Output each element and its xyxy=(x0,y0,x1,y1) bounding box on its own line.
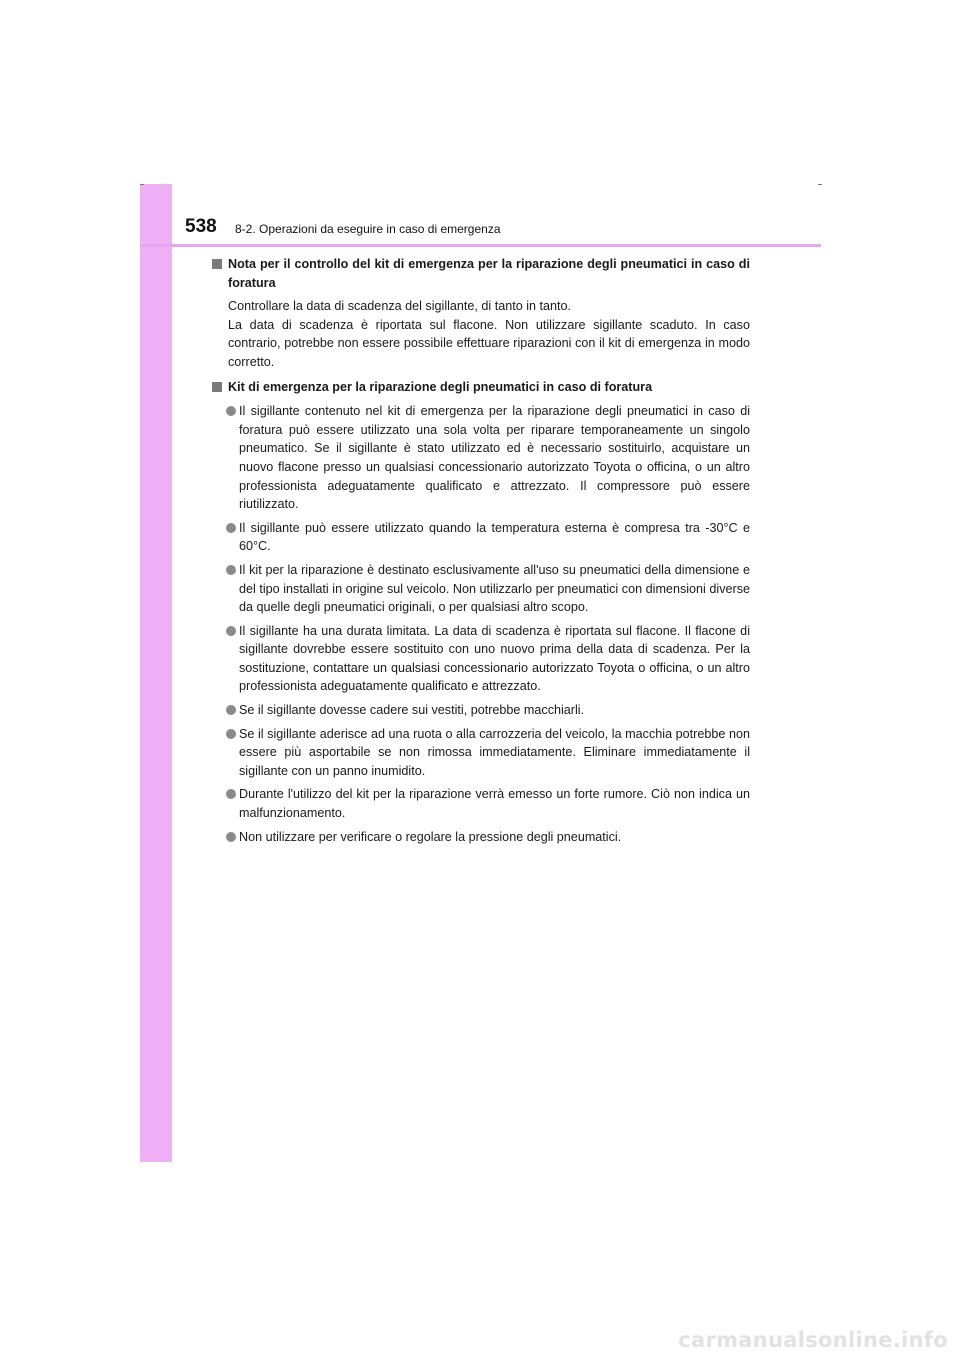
paragraph xyxy=(228,297,750,371)
crop-mark-right xyxy=(818,184,822,185)
circle-bullet-icon xyxy=(226,789,236,799)
list-item xyxy=(228,622,750,696)
list-item-text: Se il sigillante aderisce ad una ruota o alla carrozzeria del veicolo, la macchia potrebbe non essere più asportabile se non rimossa immediatamente. Eliminare immediatamente il sigillante con un panno inumidito. xyxy=(239,726,750,778)
header-rule xyxy=(140,244,821,247)
circle-bullet-icon xyxy=(226,565,236,575)
running-head: 8-2. Operazioni da eseguire in caso di emergenza xyxy=(235,222,501,236)
list-item xyxy=(228,402,750,514)
section-kit-check-note xyxy=(212,255,750,372)
paragraph-line: La data di scadenza è riportata sul flacone. Non utilizzare sigillante scaduto. In caso contrario, potrebbe non essere possibile effettuare riparazioni con il kit di emergenza in modo corretto. xyxy=(228,317,750,369)
paragraph-line: Controllare la data di scadenza del sigillante, di tanto in tanto. xyxy=(228,299,572,314)
square-bullet-icon xyxy=(212,259,222,269)
list-item xyxy=(228,701,750,720)
circle-bullet-icon xyxy=(226,832,236,842)
page-content xyxy=(212,255,750,852)
list-item-text: Il sigillante contenuto nel kit di emergenza per la riparazione degli pneumatici in caso di foratura può essere utilizzato una sola volta per riparare temporaneamente un singolo pneumatico. Se il sigillante è stato utilizzato ed è necessario sostituirlo, acquistare un nuovo flacone presso un qualsiasi concessionario autorizzato Toyota o officina, o un altro professionista adeguatamente qualificato e attrezzato. Il compressore può essere riutilizzato. xyxy=(239,404,750,512)
section-title: Nota per il controllo del kit di emergenza per la riparazione degli pneumatici in caso di foratura xyxy=(228,257,750,290)
circle-bullet-icon xyxy=(226,626,236,636)
list-item xyxy=(228,828,750,847)
circle-bullet-icon xyxy=(226,523,236,533)
list-item xyxy=(228,561,750,617)
list-item xyxy=(228,785,750,822)
list-item-text: Il sigillante può essere utilizzato quando la temperatura esterna è compresa tra -30°C e 60°C. xyxy=(239,520,750,554)
square-bullet-icon xyxy=(212,382,222,392)
list-item-text: Il sigillante ha una durata limitata. La data di scadenza è riportata sul flacone. Il flacone di sigillante dovrebbe essere sostituito con uno nuovo prima della data di scadenza. Per la sostituzione, contattare un qualsiasi concessionario autorizzato Toyota o officina, o un altro professionista adeguatamente qualificato e attrezzato. xyxy=(239,623,750,694)
section-emergency-kit xyxy=(212,378,750,847)
section-title: Kit di emergenza per la riparazione degli pneumatici in caso di foratura xyxy=(228,379,653,394)
circle-bullet-icon xyxy=(226,705,236,715)
circle-bullet-icon xyxy=(226,406,236,416)
list-item xyxy=(228,725,750,781)
list-item-text: Se il sigillante dovesse cadere sui vestiti, potrebbe macchiarli. xyxy=(239,703,585,718)
side-color-band xyxy=(140,184,172,1162)
page-number: 538 xyxy=(185,216,217,237)
bullet-list xyxy=(228,402,750,846)
circle-bullet-icon xyxy=(226,729,236,739)
list-item xyxy=(228,519,750,556)
watermark-logo[interactable]: carmanualsonline.info xyxy=(678,1328,948,1352)
list-item-text: Durante l'utilizzo del kit per la riparazione verrà emesso un forte rumore. Ciò non indica un malfunzionamento. xyxy=(239,787,750,821)
list-item-text: Non utilizzare per verificare o regolare la pressione degli pneumatici. xyxy=(239,829,622,844)
crop-mark-left xyxy=(140,184,144,185)
list-item-text: Il kit per la riparazione è destinato esclusivamente all'uso su pneumatici della dimensione e del tipo installati in origine sul veicolo. Non utilizzarlo per pneumatici con dimensioni diverse da quelle degli pneumatici originali, o per qualsiasi altro scopo. xyxy=(239,562,750,615)
